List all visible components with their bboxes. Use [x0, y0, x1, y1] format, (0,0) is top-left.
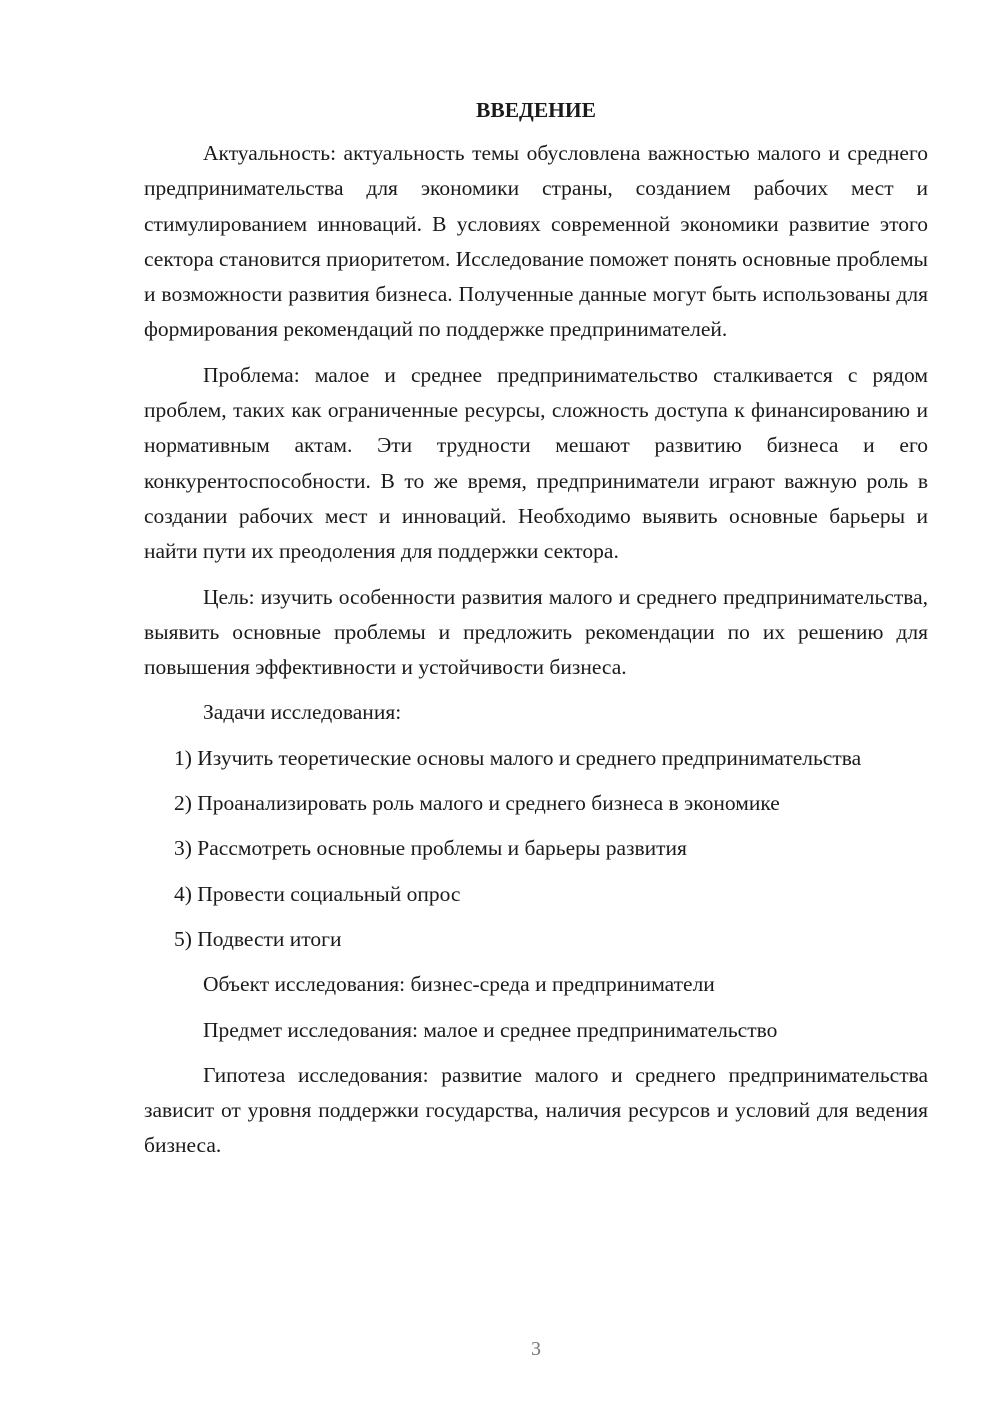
- task-item-5: 5) Подвести итоги: [174, 926, 342, 951]
- research-hypothesis: Гипотеза исследования: развитие малого и среднего предпринимательства зависит от уровня поддержки государства, наличия ресурсов и условий для ведения бизнеса.: [144, 1062, 928, 1158]
- task-item-4: 4) Провести социальный опрос: [174, 881, 461, 906]
- problem-paragraph: Проблема: малое и среднее предпринимательство сталкивается с рядом проблем, таких как ограниченные ресурсы, сложность доступа к финансированию и нормативным актам. Эти трудности мешают развитию бизнеса и его конкурентоспособности. В то же время, предприниматели играют важную роль в создании рабочих мест и инноваций. Необходимо выявить основные барьеры и найти пути их преодоления для поддержки сектора.: [144, 362, 928, 564]
- page-number: 3: [531, 1338, 541, 1360]
- goal-paragraph: Цель: изучить особенности развития малого и среднего предпринимательства, выявить основные проблемы и предложить рекомендации по их решению для повышения эффективности и устойчивости бизнеса.: [144, 584, 928, 680]
- research-object: Объект исследования: бизнес-среда и предприниматели: [203, 972, 715, 997]
- task-item-2: 2) Проанализировать роль малого и среднего бизнеса в экономике: [174, 791, 780, 816]
- task-item-3: 3) Рассмотреть основные проблемы и барьеры развития: [174, 836, 687, 861]
- relevance-paragraph: Актуальность: актуальность темы обусловлена важностью малого и среднего предпринимательства для экономики страны, созданием рабочих мест и стимулированием инноваций. В условиях современной экономики развитие этого сектора становится приоритетом. Исследование поможет понять основные проблемы и возможности развития бизнеса. Полученные данные могут быть использованы для формирования рекомендаций по поддержке предпринимателей.: [144, 141, 928, 342]
- section-title: ВВЕДЕНИЕ: [476, 98, 596, 122]
- page-content: [144, 94, 928, 1174]
- tasks-heading: Задачи исследования:: [203, 700, 402, 725]
- task-item-1: 1) Изучить теоретические основы малого и среднего предпринимательства: [174, 745, 862, 770]
- research-subject: Предмет исследования: малое и среднее предпринимательство: [203, 1017, 778, 1042]
